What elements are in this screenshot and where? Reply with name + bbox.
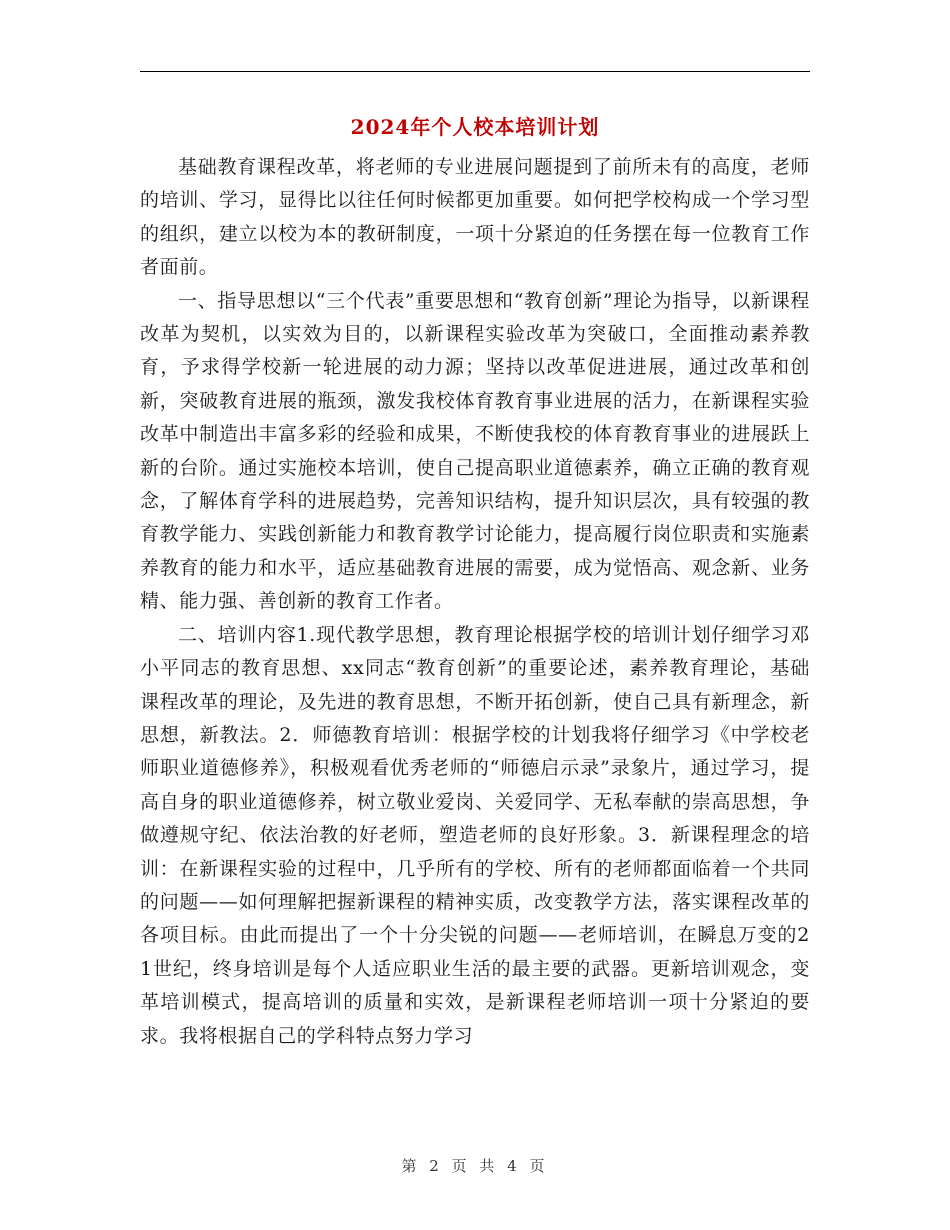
document-title: 2024年个人校本培训计划 <box>350 115 600 139</box>
paragraph-training-content: 二、培训内容1.现代教学思想，教育理论根据学校的培训计划仔细学习邓小平同志的教育思想、xx同志“教育创新”的重要论述，素养教育理论，基础课程改革的理论，及先进的教育思想，不断开拓创新，使自己具有新理念，新思想，新教法。2．师德教育培训：根据学校的计划我将仔细学习《中学校老师职业道德修养》，积极观看优秀老师的“师德启示录”录象片，通过学习，提高自身的职业道德修养，树立敬业爱岗、关爱同学、无私奉献的崇高思想，争做遵规守纪、依法治教的好老师，塑造老师的良好形象。3．新课程理念的培训：在新课程实验的过程中，几乎所有的学校、所有的老师都面临着一个共同的问题——如何理解把握新课程的精神实质，改变教学方法，落实课程改革的各项目标。由此而提出了一个十分尖锐的问题——老师培训，在瞬息万变的21世纪，终身培训是每个人适应职业生活的最主要的武器。更新培训观念，变革培训模式，提高培训的质量和实效，是新课程老师培训一项十分紧迫的要求。我将根据自己的学科特点努力学习 <box>140 623 810 1047</box>
header-rule <box>140 71 810 72</box>
page-number: 第 2 页 共 4 页 <box>401 1157 549 1175</box>
paragraph-guiding-ideology: 一、指导思想以“三个代表”重要思想和“教育创新”理论为指导，以新课程改革为契机，以实效为目的，以新课程实验改革为突破口，全面推动素养教育，予求得学校新一轮进展的动力源；坚持以改革促进进展，通过改革和创新，突破教育进展的瓶颈，激发我校体育教育事业进展的活力，在新课程实验改革中制造出丰富多彩的经验和成果，不断使我校的体育教育事业的进展跃上新的台阶。通过实施校本培训，使自己提高职业道德素养，确立正确的教育观念，了解体育学科的进展趋势，完善知识结构，提升知识层次，具有较强的教育教学能力、实践创新能力和教育教学讨论能力，提高履行岗位职责和实施素养教育的能力和水平，适应基础教育进展的需要，成为觉悟高、观念新、业务精、能力强、善创新的教育工作者。 <box>140 289 810 613</box>
paragraph-intro: 基础教育课程改革，将老师的专业进展问题提到了前所未有的高度，老师的培训、学习，显得比以往任何时候都更加重要。如何把学校构成一个学习型的组织，建立以校为本的教研制度，一项十分紧迫的任务摆在每一位教育工作者面前。 <box>140 156 810 279</box>
document-body <box>140 151 810 1053</box>
